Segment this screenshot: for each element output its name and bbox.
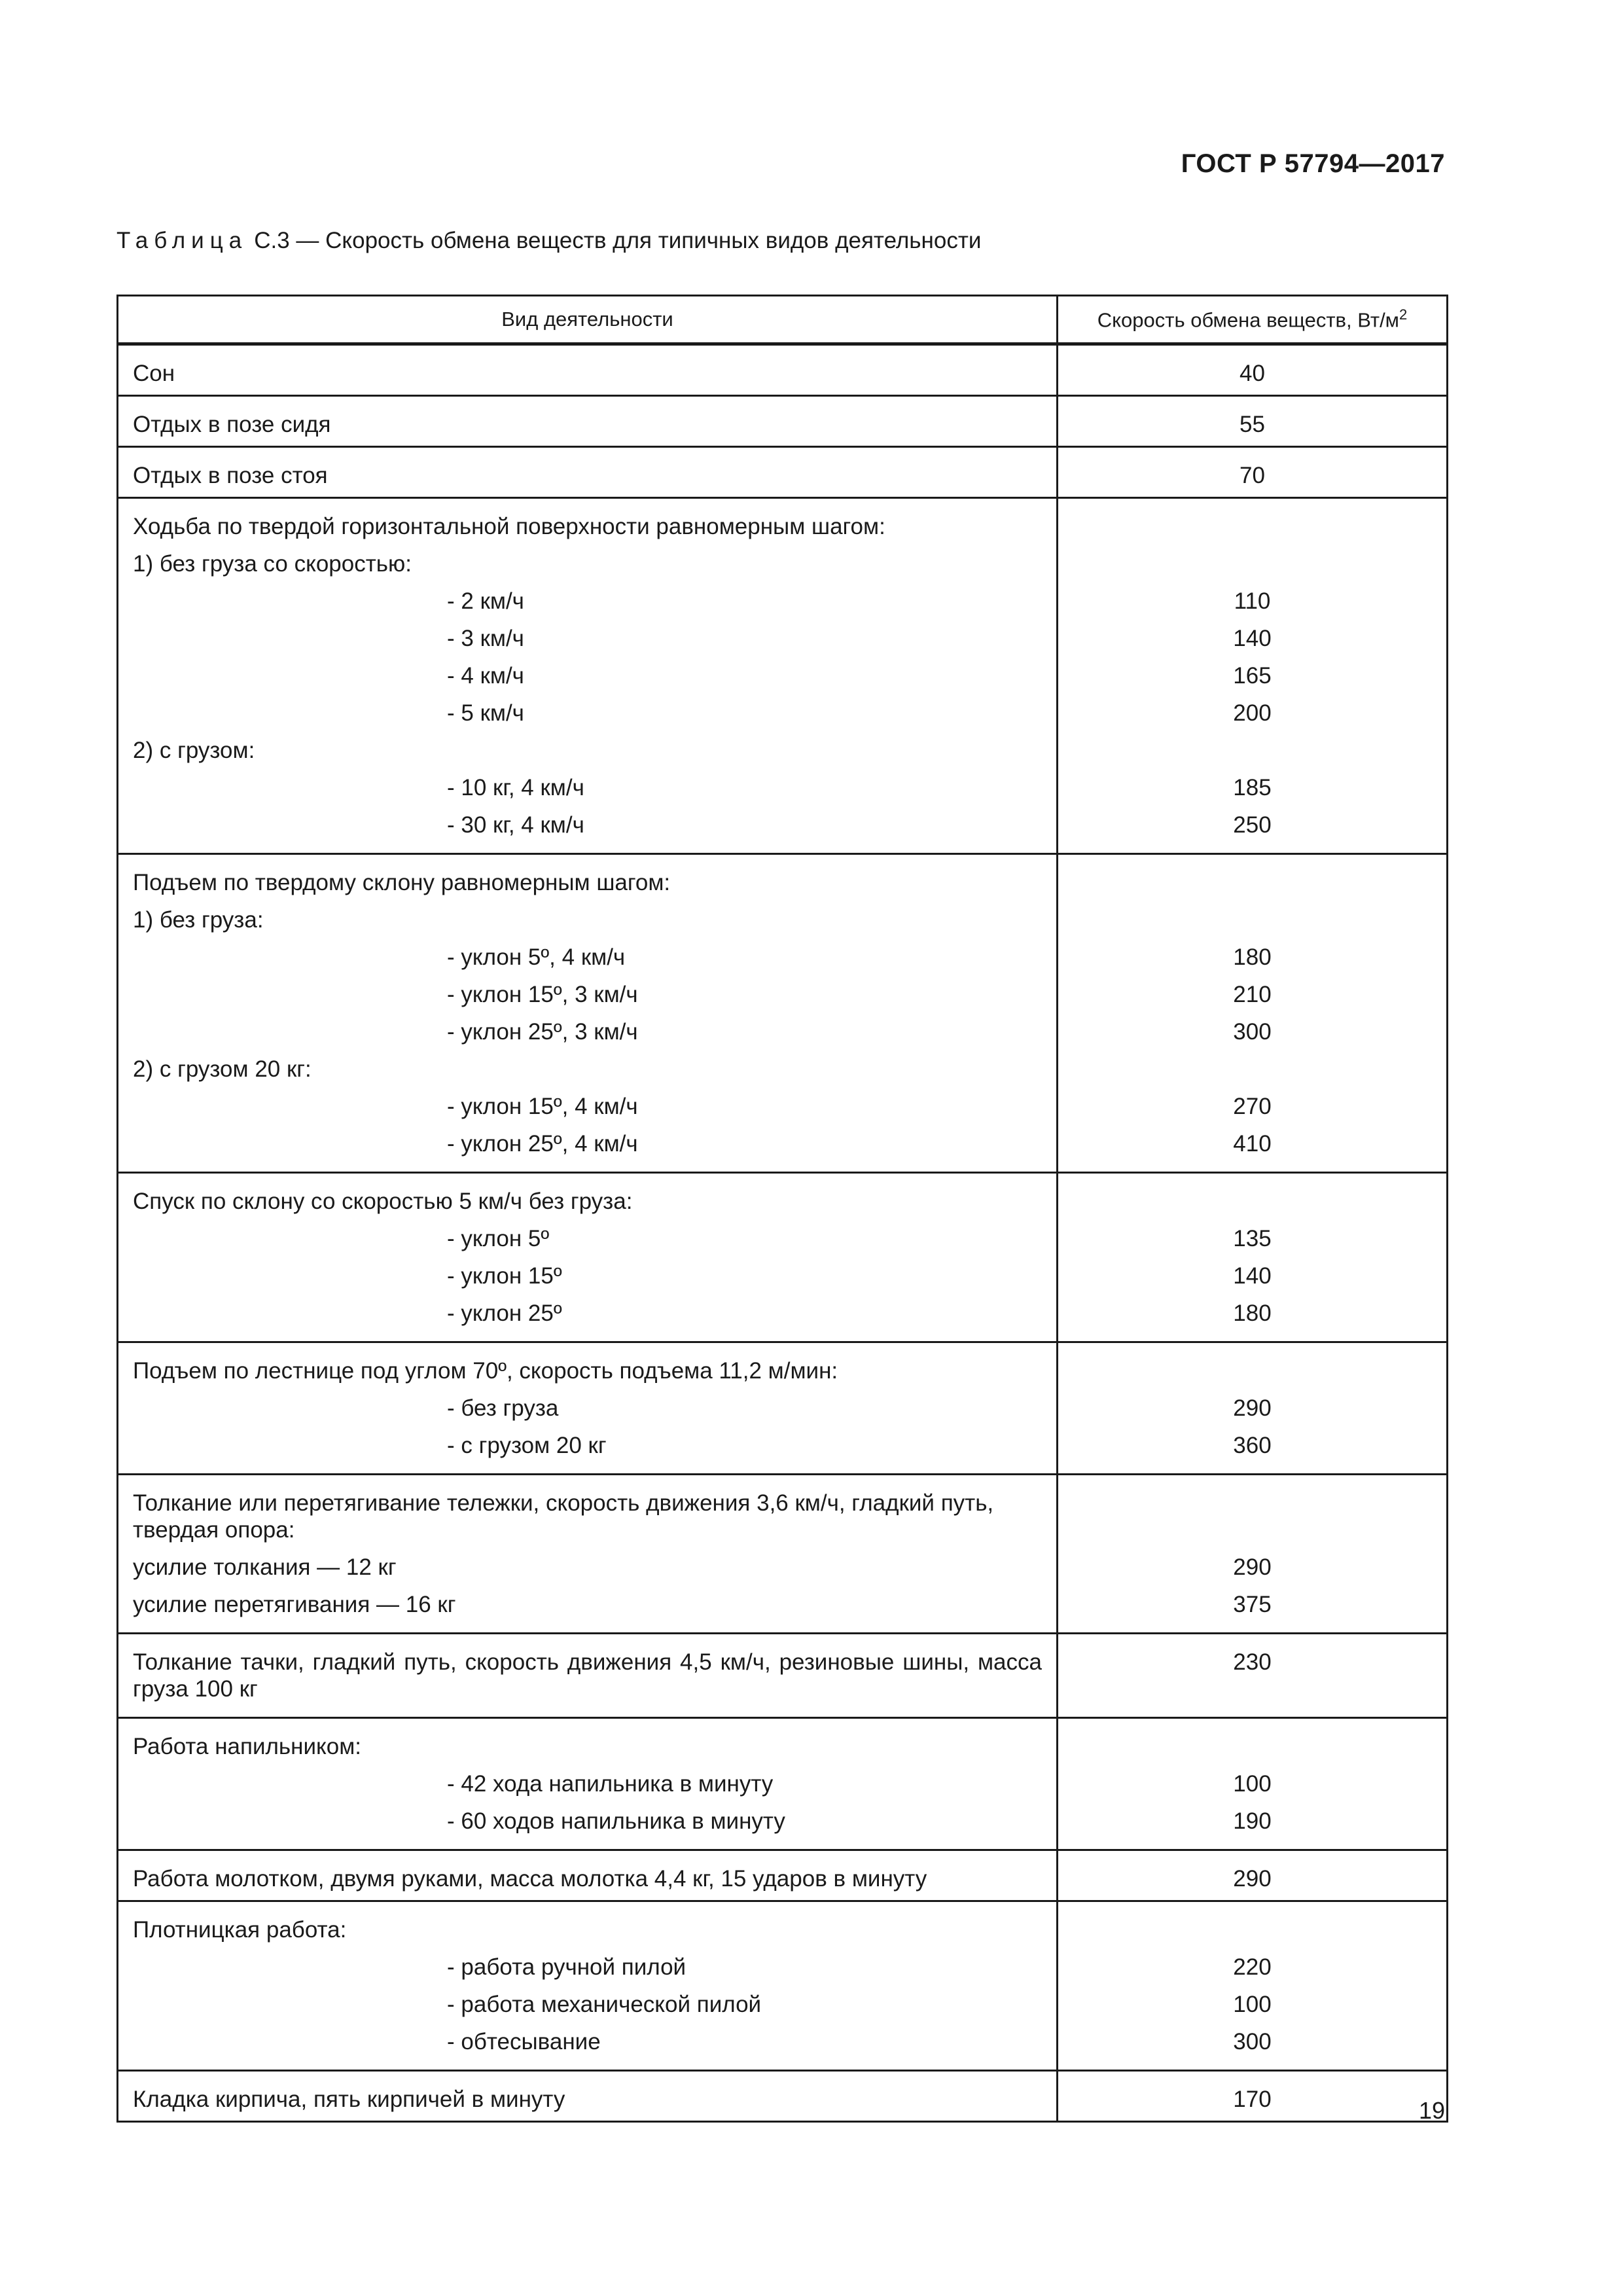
rate-value	[1073, 732, 1432, 769]
activity-text: Толкание тачки, гладкий путь, скорость движения 4,5 км/ч, резиновые шины, масса груза 100 кг	[133, 1649, 1042, 1702]
table-row	[118, 447, 1448, 498]
activity-cell	[118, 344, 1058, 396]
activity-cell	[118, 1718, 1058, 1850]
header-activity: Вид деятельности	[118, 296, 1058, 344]
table-row	[118, 1850, 1448, 1901]
activity-subitem: - 10 кг, 4 км/ч	[133, 769, 1042, 806]
rate-cell	[1058, 1634, 1448, 1718]
activity-cell	[118, 396, 1058, 447]
activity-subitem: - 3 км/ч	[133, 620, 1042, 657]
activity-text: Подъем по лестнице под углом 70º, скорость подъема 11,2 м/мин:	[133, 1358, 838, 1384]
activity-cell	[118, 1901, 1058, 2071]
activity-cell	[118, 2071, 1058, 2122]
rate-cell	[1058, 498, 1448, 854]
rate-value: 410	[1233, 1131, 1272, 1157]
rate-value: 170	[1233, 2087, 1272, 2112]
activity-text: 2) с грузом:	[133, 738, 255, 763]
rate-value: 185	[1233, 775, 1272, 800]
activity-text: усилие толкания — 12 кг	[133, 1554, 397, 1580]
rate-value: 220	[1233, 1954, 1272, 1980]
rate-value: 70	[1240, 463, 1265, 488]
rate-cell	[1058, 1901, 1448, 2071]
rate-cell	[1058, 447, 1448, 498]
rate-value: 135	[1233, 1226, 1272, 1251]
table-caption	[116, 228, 981, 254]
rate-value	[1073, 864, 1432, 901]
activity-cell	[118, 447, 1058, 498]
activity-subitem: - уклон 15º, 3 км/ч	[133, 976, 1042, 1013]
table-body	[118, 344, 1448, 2122]
table-row	[118, 1173, 1448, 1342]
page-header: ГОСТ Р 57794—2017	[1181, 149, 1445, 178]
header-metabolic-rate-text: Скорость обмена веществ, Вт/м	[1097, 308, 1399, 332]
activity-cell	[118, 1634, 1058, 1718]
rate-value	[1073, 901, 1432, 939]
rate-value: 250	[1233, 812, 1272, 838]
rate-value: 300	[1233, 2029, 1272, 2054]
rate-value	[1073, 1183, 1432, 1220]
rate-value: 180	[1233, 1300, 1272, 1326]
activity-text: Сон	[133, 361, 175, 386]
table-row	[118, 498, 1448, 854]
activity-text: 1) без груза со скоростью:	[133, 551, 412, 577]
activity-subitem: - уклон 25º, 4 км/ч	[133, 1125, 1042, 1162]
table-row	[118, 1475, 1448, 1634]
table-row	[118, 396, 1448, 447]
activity-subitem: - уклон 15º	[133, 1257, 1042, 1295]
rate-value: 190	[1233, 1808, 1272, 1834]
rate-value	[1073, 1728, 1432, 1765]
rate-value: 200	[1233, 700, 1272, 726]
activity-text: усилие перетягивания — 16 кг	[133, 1592, 456, 1617]
activity-subitem: - уклон 15º, 4 км/ч	[133, 1088, 1042, 1125]
table-header-row	[118, 296, 1448, 344]
rate-value: 140	[1233, 1263, 1272, 1289]
metabolic-rate-table	[116, 295, 1448, 2123]
rate-cell	[1058, 1850, 1448, 1901]
rate-value: 40	[1240, 361, 1265, 386]
rate-value: 210	[1233, 982, 1272, 1007]
rate-cell	[1058, 1475, 1448, 1634]
rate-value: 375	[1233, 1592, 1272, 1617]
activity-subitem: - работа механической пилой	[133, 1986, 1042, 2023]
rate-value	[1073, 1911, 1432, 1948]
rate-value: 100	[1233, 1992, 1272, 2017]
rate-cell	[1058, 344, 1448, 396]
rate-value	[1073, 1352, 1432, 1390]
activity-text: 1) без груза:	[133, 907, 264, 933]
activity-text: Спуск по склону со скоростью 5 км/ч без груза:	[133, 1189, 633, 1214]
rate-value	[1073, 1484, 1432, 1549]
activity-cell	[118, 1850, 1058, 1901]
activity-cell	[118, 1173, 1058, 1342]
activity-text: Отдых в позе стоя	[133, 463, 328, 488]
activity-subitem: - 2 км/ч	[133, 583, 1042, 620]
rate-value: 290	[1233, 1554, 1272, 1580]
activity-subitem: - уклон 5º	[133, 1220, 1042, 1257]
activity-text: Ходьба по твердой горизонтальной поверхности равномерным шагом:	[133, 514, 885, 539]
rate-value: 180	[1233, 944, 1272, 970]
rate-value: 230	[1233, 1649, 1272, 1675]
activity-text: Плотницкая работа:	[133, 1917, 347, 1943]
activity-cell	[118, 498, 1058, 854]
rate-value: 290	[1233, 1866, 1272, 1892]
rate-value: 165	[1233, 663, 1272, 689]
table-row	[118, 854, 1448, 1173]
rate-value: 100	[1233, 1771, 1272, 1797]
activity-subitem: - 4 км/ч	[133, 657, 1042, 694]
rate-value: 270	[1233, 1094, 1272, 1119]
activity-cell	[118, 1342, 1058, 1475]
header-metabolic-rate	[1058, 296, 1448, 344]
rate-value: 360	[1233, 1433, 1272, 1458]
activity-text: Подъем по твердому склону равномерным шагом:	[133, 870, 671, 895]
activity-subitem: - 42 хода напильника в минуту	[133, 1765, 1042, 1803]
activity-subitem: - с грузом 20 кг	[133, 1427, 1042, 1464]
caption-word: Таблица	[116, 228, 248, 253]
header-unit-superscript: 2	[1399, 306, 1408, 323]
activity-cell	[118, 1475, 1058, 1634]
activity-text: Работа молотком, двумя руками, масса молотка 4,4 кг, 15 ударов в минуту	[133, 1866, 927, 1892]
table-row	[118, 1634, 1448, 1718]
caption-text: С.3 — Скорость обмена веществ для типичных видов деятельности	[254, 228, 982, 253]
activity-subitem: - работа ручной пилой	[133, 1948, 1042, 1986]
table-row	[118, 344, 1448, 396]
rate-value: 290	[1233, 1395, 1272, 1421]
rate-cell	[1058, 396, 1448, 447]
rate-value	[1073, 545, 1432, 583]
activity-text: Толкание или перетягивание тележки, скорость движения 3,6 км/ч, гладкий путь, твердая опора:	[133, 1490, 994, 1543]
rate-cell	[1058, 2071, 1448, 2122]
activity-subitem: - уклон 25º, 3 км/ч	[133, 1013, 1042, 1050]
table-row	[118, 1718, 1448, 1850]
activity-subitem: - без груза	[133, 1390, 1042, 1427]
table-row	[118, 1342, 1448, 1475]
activity-text: 2) с грузом 20 кг:	[133, 1056, 312, 1082]
table-row	[118, 2071, 1448, 2122]
activity-subitem: - 5 км/ч	[133, 694, 1042, 732]
table-row	[118, 1901, 1448, 2071]
rate-cell	[1058, 1173, 1448, 1342]
rate-value: 140	[1233, 626, 1272, 651]
rate-value: 300	[1233, 1019, 1272, 1045]
rate-cell	[1058, 1718, 1448, 1850]
rate-value: 110	[1234, 588, 1271, 614]
activity-cell	[118, 854, 1058, 1173]
activity-text: Отдых в позе сидя	[133, 412, 331, 437]
rate-cell	[1058, 854, 1448, 1173]
activity-text: Работа напильником:	[133, 1734, 362, 1759]
activity-subitem: - уклон 5º, 4 км/ч	[133, 939, 1042, 976]
activity-text: Кладка кирпича, пять кирпичей в минуту	[133, 2087, 565, 2112]
rate-value: 55	[1240, 412, 1265, 437]
rate-value	[1073, 1050, 1432, 1088]
rate-value	[1073, 508, 1432, 545]
activity-subitem: - обтесывание	[133, 2023, 1042, 2060]
rate-cell	[1058, 1342, 1448, 1475]
table-container	[116, 295, 1446, 2123]
activity-subitem: - 30 кг, 4 км/ч	[133, 806, 1042, 844]
activity-subitem: - уклон 25º	[133, 1295, 1042, 1332]
page-number: 19	[1418, 2097, 1445, 2124]
activity-subitem: - 60 ходов напильника в минуту	[133, 1803, 1042, 1840]
